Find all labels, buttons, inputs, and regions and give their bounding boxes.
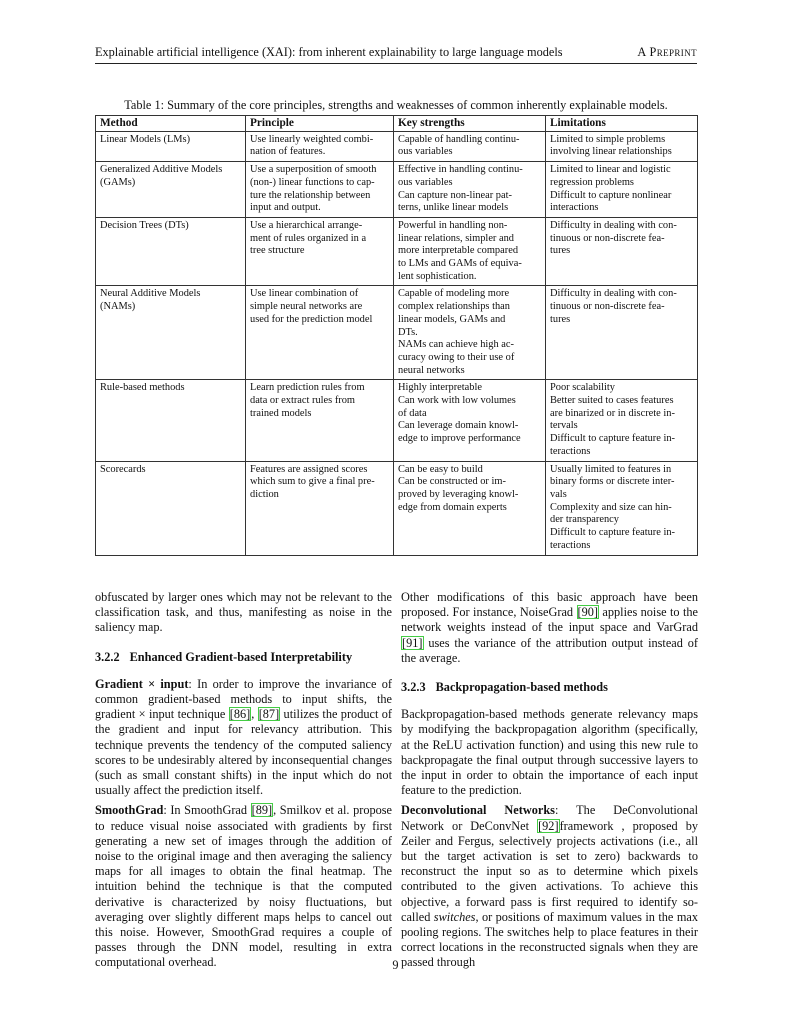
citation-link[interactable]: [90] bbox=[577, 605, 598, 620]
cell-line: Limited to linear and logistic bbox=[550, 164, 671, 176]
cell-line: Usually limited to features in bbox=[550, 463, 672, 475]
cell-line: Limited to simple problems bbox=[550, 133, 666, 145]
table-cell-limitations bbox=[546, 131, 698, 161]
table-cell-limitations bbox=[546, 286, 698, 380]
cell-line: Poor scalability bbox=[550, 382, 615, 394]
text-run: , bbox=[251, 707, 258, 722]
table-row bbox=[96, 461, 698, 555]
cell-line: Can leverage domain knowl- bbox=[398, 420, 519, 432]
table-cell-principle bbox=[246, 217, 394, 286]
cell-line: interactions bbox=[550, 202, 599, 214]
table-row bbox=[96, 380, 698, 461]
cell-line: complex relationships than bbox=[398, 301, 510, 313]
cell-line: Can be constructed or im- bbox=[398, 476, 506, 488]
column-header: Principle bbox=[246, 116, 394, 132]
cell-line: tures bbox=[550, 245, 571, 257]
cell-line: (GAMs) bbox=[100, 176, 136, 188]
table-row bbox=[96, 131, 698, 161]
term: Gradient × input bbox=[95, 676, 189, 691]
cell-line: binary forms or discrete inter- bbox=[550, 476, 675, 488]
text-run: : In SmoothGrad bbox=[163, 803, 251, 818]
cell-line: Use linear combination of bbox=[250, 288, 359, 300]
section-title: Enhanced Gradient-based Interpretability bbox=[129, 649, 353, 664]
cell-line: NAMs can achieve high ac- bbox=[398, 339, 514, 351]
section-number: 3.2.3 bbox=[401, 680, 426, 695]
table-cell-limitations bbox=[546, 217, 698, 286]
citation-link[interactable]: [89] bbox=[251, 803, 273, 818]
cell-line: to LMs and GAMs of equiva- bbox=[398, 258, 522, 270]
column-header: Limitations bbox=[546, 116, 698, 132]
paragraph bbox=[401, 803, 698, 970]
running-title: Explainable artificial intelligence (XAI): from inherent explainability to large language models bbox=[95, 45, 563, 59]
cell-line: (non-) linear functions to cap- bbox=[250, 176, 375, 188]
cell-line: lent sophistication. bbox=[398, 270, 477, 282]
cell-line: Powerful in handling non- bbox=[398, 219, 508, 231]
summary-table bbox=[95, 115, 698, 556]
cell-line: Features are assigned scores bbox=[250, 463, 368, 475]
term: SmoothGrad bbox=[95, 803, 164, 818]
cell-line: input and output. bbox=[250, 202, 321, 214]
cell-line: tinuous or non-discrete fea- bbox=[550, 301, 665, 313]
paragraph: obfuscated by larger ones which may not be relevant to the classification task, and thus, manifesting as noise in the saliency map. bbox=[95, 590, 392, 635]
table-header-row bbox=[96, 116, 698, 132]
text-run: : The DeConvolutional Network or DeConvNet bbox=[401, 803, 698, 833]
cell-line: proved by leveraging knowl- bbox=[398, 488, 519, 500]
cell-line: Decision Trees (DTs) bbox=[100, 219, 189, 231]
table-row bbox=[96, 217, 698, 286]
page-number: 9 bbox=[392, 958, 399, 972]
term: Deconvolutional Networks bbox=[401, 803, 555, 818]
table-cell-strengths bbox=[394, 380, 546, 461]
table-cell-principle bbox=[246, 162, 394, 218]
cell-line: tures bbox=[550, 313, 571, 325]
cell-line: tervals bbox=[550, 420, 578, 432]
cell-line: Use a hierarchical arrange- bbox=[250, 219, 363, 231]
table-cell-method bbox=[96, 461, 246, 555]
cell-line: Difficult to capture nonlinear bbox=[550, 189, 672, 201]
table-row bbox=[96, 162, 698, 218]
paragraph bbox=[401, 590, 698, 666]
cell-line: ous variables bbox=[398, 146, 453, 158]
cell-line: are binarized or in discrete in- bbox=[550, 407, 675, 419]
left-column bbox=[95, 590, 392, 976]
table-cell-principle bbox=[246, 380, 394, 461]
citation-link[interactable]: [92] bbox=[538, 818, 559, 833]
cell-line: Difficult to capture feature in- bbox=[550, 433, 676, 445]
table-cell-strengths bbox=[394, 461, 546, 555]
cell-line: ment of rules organized in a bbox=[250, 232, 367, 244]
cell-line: der transparency bbox=[550, 514, 619, 526]
cell-line: DTs. bbox=[398, 326, 418, 338]
section-title: Backpropagation-based methods bbox=[435, 680, 608, 695]
table-cell-strengths bbox=[394, 286, 546, 380]
cell-line: Complexity and size can hin- bbox=[550, 501, 672, 513]
cell-line: Can be easy to build bbox=[398, 463, 483, 475]
paragraph: Backpropagation-based methods generate relevancy maps by modifying the backpropagation algorithm (specifically, at the ReLU activation function) and using this new rule to backpropagate the final output through successive layers to the input in order to obtain the importance of each input feature to the prediction. bbox=[401, 707, 698, 798]
table-cell-limitations bbox=[546, 162, 698, 218]
cell-line: edge from domain experts bbox=[398, 501, 507, 513]
paragraph bbox=[95, 803, 392, 970]
cell-line: terns, unlike linear models bbox=[398, 202, 509, 214]
preprint-tag: A Preprint bbox=[637, 45, 697, 59]
text-run: , Smilkov et al. propose to reduce visual noise associated with gradients by first generating a new set of images through the addition of noise to the original image and then averaging the saliency maps for all images to obtain the final heatmap. The intuition behind the technique is that the computed derivative is characterized by noisy fluctuations, but averaging over slightly different maps helps to cancel out this noise. However, SmoothGrad requires a couple of passes through the DNN model, resulting in extra computational overhead. bbox=[95, 803, 393, 970]
text-run: framework , proposed by Zeiler and Fergus, selectively projects activations (i.e., all but the target activation is set to zero) backwards to reconstruct the input so as to determine which pixels contributed to the given activations. To achieve this objective, a forward pass is first required to identify so-called bbox=[401, 818, 699, 924]
cell-line: tree structure bbox=[250, 245, 305, 257]
text-run: applies noise to the network weights instead of the input space and VarGrad bbox=[401, 605, 698, 635]
table-cell-strengths bbox=[394, 162, 546, 218]
table-row bbox=[96, 286, 698, 380]
table-cell-method bbox=[96, 217, 246, 286]
table-cell-strengths bbox=[394, 217, 546, 286]
table-cell-principle bbox=[246, 461, 394, 555]
cell-line: tinuous or non-discrete fea- bbox=[550, 232, 665, 244]
text-run: Other modifications of this basic approach have been proposed. For instance, NoiseGrad bbox=[401, 590, 698, 620]
cell-line: nation of features. bbox=[250, 146, 326, 158]
cell-line: Linear Models (LMs) bbox=[100, 133, 191, 145]
cell-line: Can capture non-linear pat- bbox=[398, 189, 512, 201]
table-cell-method bbox=[96, 286, 246, 380]
cell-line: Learn prediction rules from bbox=[250, 382, 365, 394]
cell-line: diction bbox=[250, 488, 279, 500]
table-cell-method bbox=[96, 162, 246, 218]
cell-line: regression problems bbox=[550, 176, 634, 188]
cell-line: Difficulty in dealing with con- bbox=[550, 219, 677, 231]
cell-line: ous variables bbox=[398, 176, 453, 188]
cell-line: neural networks bbox=[398, 364, 465, 376]
cell-line: Better suited to cases features bbox=[550, 395, 674, 407]
cell-line: ture the relationship between bbox=[250, 189, 371, 201]
cell-line: curacy owing to their use of bbox=[398, 351, 515, 363]
cell-line: vals bbox=[550, 488, 567, 500]
citation-link[interactable]: [87] bbox=[258, 707, 280, 722]
cell-line: of data bbox=[398, 407, 427, 419]
cell-line: edge to improve performance bbox=[398, 433, 521, 445]
running-header bbox=[95, 45, 697, 65]
cell-line: more interpretable compared bbox=[398, 245, 519, 257]
cell-line: Capable of handling continu- bbox=[398, 133, 520, 145]
section-heading bbox=[95, 650, 392, 665]
cell-line: which sum to give a final pre- bbox=[250, 476, 375, 488]
cell-line: data or extract rules from bbox=[250, 395, 356, 407]
cell-line: linear models, GAMs and bbox=[398, 313, 506, 325]
cell-line: Highly interpretable bbox=[398, 382, 482, 394]
emphasis: switches bbox=[433, 909, 476, 924]
table-cell-method bbox=[96, 131, 246, 161]
text-run: utilizes the product of the gradient and input for relevancy attribution. This technique prevents the tendency of the computed saliency scores to be undesirably altered by inconsequential changes (such as small constant shifts) in the input which do not usually affect the prediction itself. bbox=[95, 707, 392, 798]
cell-line: simple neural networks are bbox=[250, 301, 363, 313]
citation-link[interactable]: [91] bbox=[402, 635, 423, 650]
cell-line: Can work with low volumes bbox=[398, 395, 516, 407]
table-cell-principle bbox=[246, 286, 394, 380]
text-run: , or positions of maximum values in the max pooling regions. The switches help to place features in their correct locations in the reconstructed signals when they are passed through bbox=[401, 909, 698, 970]
table-cell-limitations bbox=[546, 380, 698, 461]
cell-line: Scorecards bbox=[100, 463, 146, 475]
text-run: : In order to improve the invariance of common gradient-based methods to input shifts, the gradient × input technique bbox=[95, 676, 392, 722]
cell-line: Generalized Additive Models bbox=[100, 164, 223, 176]
cell-line: used for the prediction model bbox=[250, 313, 373, 325]
cell-line: involving linear relationships bbox=[550, 146, 672, 158]
cell-line: Use linearly weighted combi- bbox=[250, 133, 374, 145]
cell-line: (NAMs) bbox=[100, 301, 136, 313]
cell-line: Capable of modeling more bbox=[398, 288, 510, 300]
cell-line: Difficult to capture feature in- bbox=[550, 527, 676, 539]
cell-line: Neural Additive Models bbox=[100, 288, 201, 300]
table-cell-strengths bbox=[394, 131, 546, 161]
column-header: Key strengths bbox=[394, 116, 546, 132]
table-cell-method bbox=[96, 380, 246, 461]
right-column bbox=[401, 590, 698, 976]
cell-line: Use a superposition of smooth bbox=[250, 164, 377, 176]
cell-line: teractions bbox=[550, 539, 591, 551]
table-caption: Table 1: Summary of the core principles, strengths and weaknesses of common inherently explainable models. bbox=[124, 98, 668, 112]
text-run: uses the variance of the attribution output instead of the average. bbox=[401, 635, 698, 665]
section-heading bbox=[401, 680, 698, 695]
cell-line: teractions bbox=[550, 445, 591, 457]
column-header: Method bbox=[96, 116, 246, 132]
cell-line: trained models bbox=[250, 407, 312, 419]
table-cell-limitations bbox=[546, 461, 698, 555]
section-number: 3.2.2 bbox=[95, 649, 120, 664]
table-cell-principle bbox=[246, 131, 394, 161]
cell-line: linear relations, simpler and bbox=[398, 232, 514, 244]
citation-link[interactable]: [86] bbox=[229, 707, 251, 722]
cell-line: Rule-based methods bbox=[100, 382, 185, 394]
cell-line: Effective in handling continu- bbox=[398, 164, 523, 176]
paragraph bbox=[95, 677, 392, 799]
cell-line: Difficulty in dealing with con- bbox=[550, 288, 677, 300]
header-rule bbox=[95, 63, 697, 64]
